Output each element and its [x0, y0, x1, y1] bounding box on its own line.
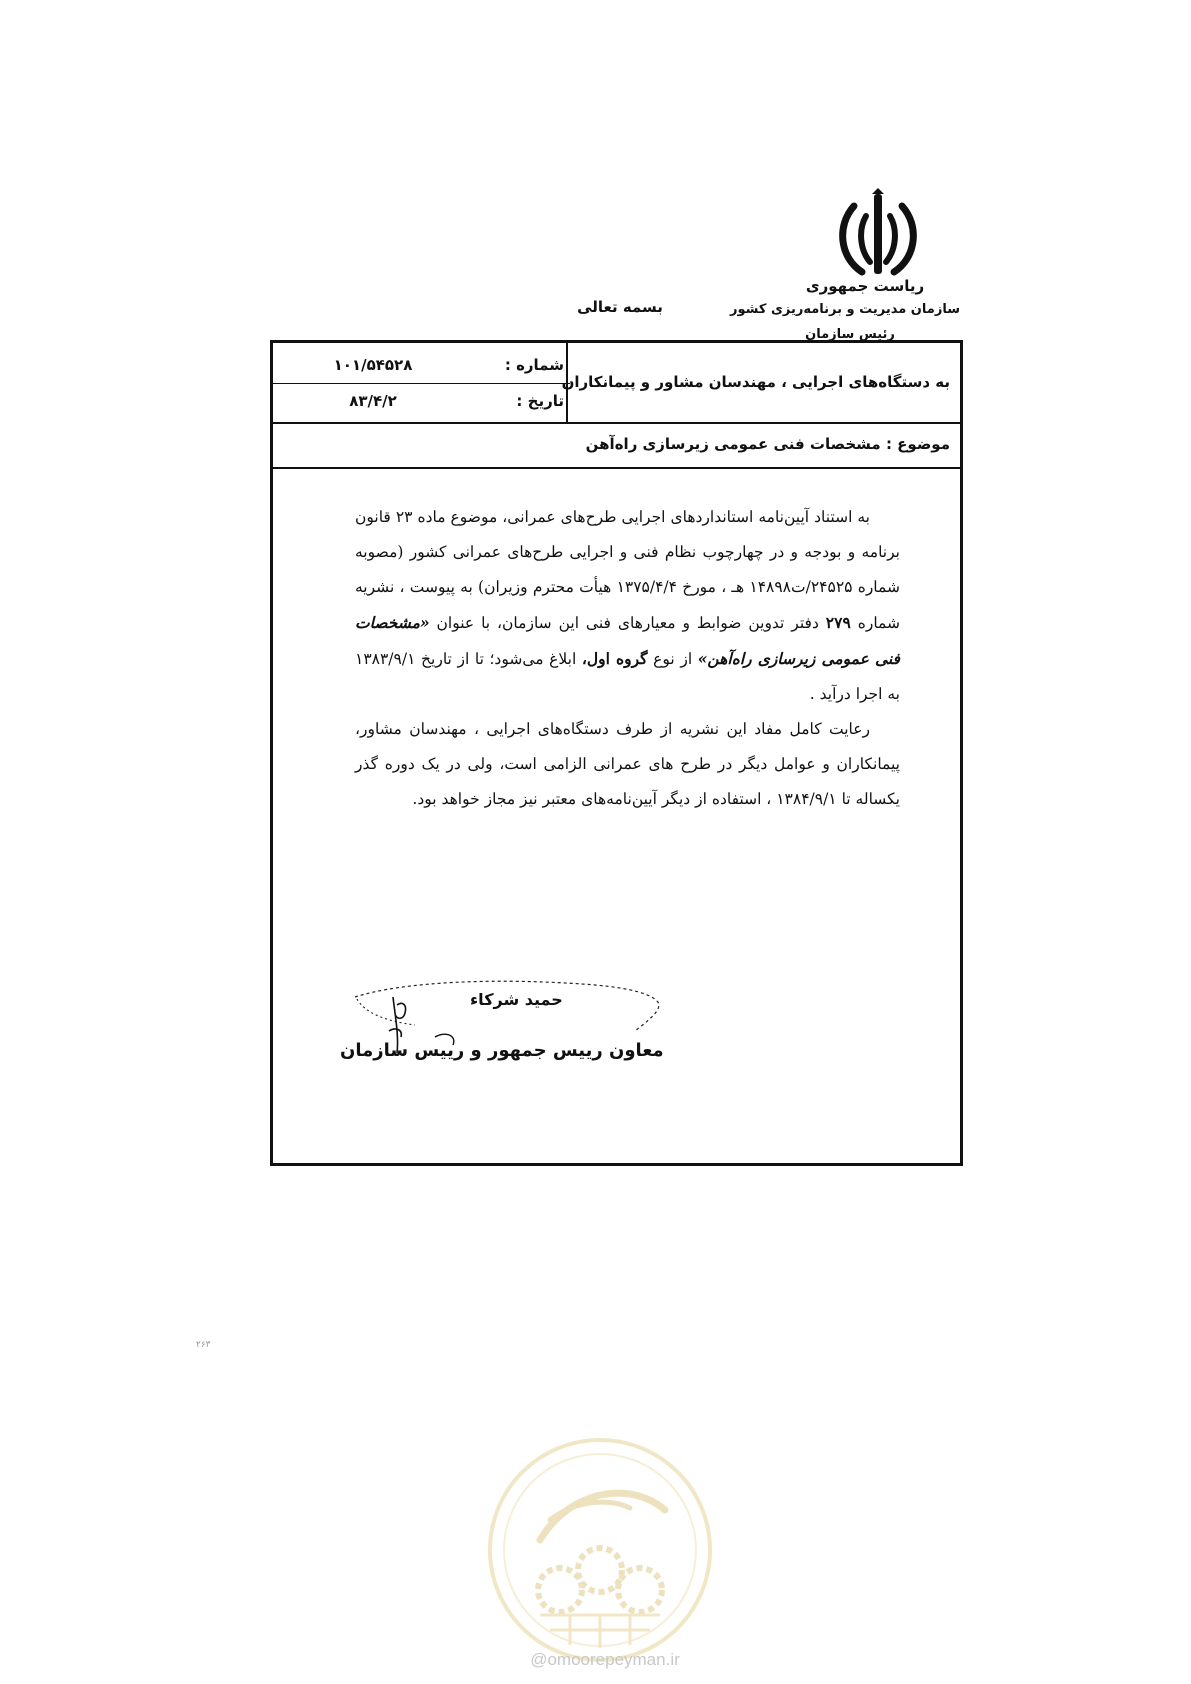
body-p1-part-b: دفتر تدوین ضوابط و معیارهای فنی این سازمان، با عنوان — [436, 614, 819, 632]
addressee-cell — [561, 343, 960, 422]
publication-group: گروه اول، — [581, 649, 648, 668]
letter-body — [355, 500, 900, 817]
addressee: به دستگاه‌های اجرایی ، مهندسان مشاور و پیمانکاران — [561, 373, 950, 391]
date-value: ۸۳/۴/۲ — [349, 392, 397, 410]
signatory-title: معاون رییس جمهور و رییس سازمان — [340, 1040, 664, 1061]
number-value: ۱۰۱/۵۴۵۲۸ — [333, 356, 413, 374]
basmala: بسمه تعالی — [577, 298, 663, 316]
header-presidency: ریاست جمهوری — [805, 277, 925, 295]
number-row — [273, 348, 570, 384]
publication-number: ۲۷۹ — [825, 613, 851, 632]
publication-title: «مشخصات فنی عمومی زیرسازی راه‌آهن» — [355, 613, 900, 668]
page-mark: ۲۶۳ — [196, 1340, 211, 1350]
body-p1-part-a: به استناد آیین‌نامه استانداردهای اجرایی طرح‌های عمرانی، موضوع ماده ۲۳ قانون برنامه و بودجه و در چهارچوب نظام فنی و اجرایی طرح‌های عمرانی کشور (مصوبه شماره ۲۴۵۲۵/ت۱۴۸۹۸ هـ ، مورخ ۱۳۷۵/۴/۴ هیأت محترم وزیران) به پیوست ، نشریه شماره — [355, 508, 900, 632]
signatory-name: حمید شرکاء — [470, 990, 563, 1009]
date-row — [273, 384, 570, 419]
subject-row — [273, 424, 960, 469]
body-p1-part-d: ابلاغ می‌شود؛ تا از تاریخ ۱۳۸۳/۹/۱ به اجرا درآید . — [355, 650, 900, 703]
watermark-url: @omoorepeyman.ir — [530, 1650, 680, 1669]
body-paragraph-2: رعایت کامل مفاد این نشریه از طرف دستگاه‌های اجرایی ، مهندسان مشاور، پیمانکاران و عوامل دیگر در طرح های عمرانی الزامی است، ولی در یک دوره گذر یکساله تا ۱۳۸۴/۹/۱ ، استفاده از دیگر آیین‌نامه‌های معتبر نیز مجاز خواهد بود. — [355, 720, 900, 808]
iran-emblem-icon — [832, 188, 924, 280]
reference-cell — [273, 343, 570, 422]
date-label: تاریخ : — [516, 392, 564, 410]
subject-line: موضوع : مشخصات فنی عمومی زیرسازی راه‌آهن — [585, 435, 950, 453]
body-paragraph-1 — [355, 500, 900, 712]
header-head-of-organization: رئیس سازمان — [805, 327, 895, 342]
number-label: شماره : — [504, 356, 564, 374]
omoorepeyman-logo-watermark — [480, 1430, 720, 1670]
body-p1-part-c: از نوع — [653, 650, 693, 668]
letter-header-row — [273, 343, 960, 424]
header-organization: سازمان مدیریت و برنامه‌ریزی کشور — [730, 302, 960, 317]
